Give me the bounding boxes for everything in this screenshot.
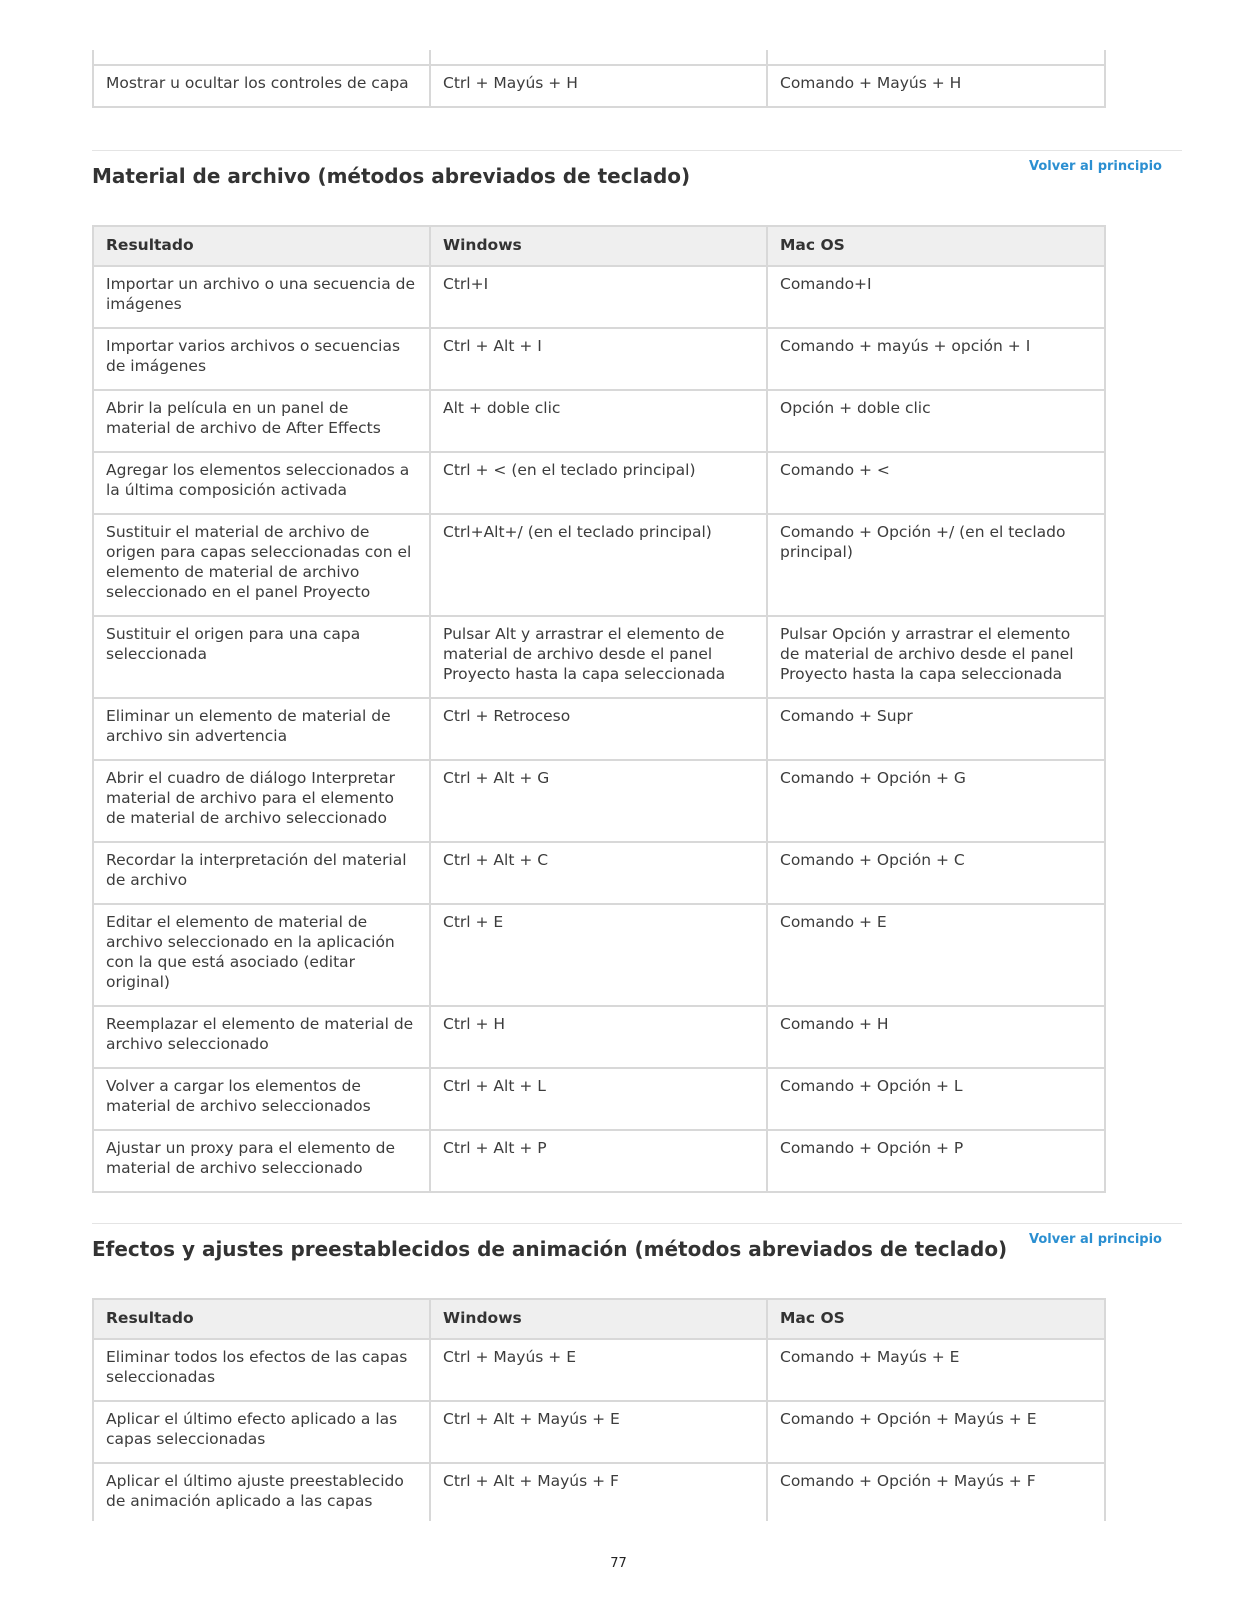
mac-shortcut-cell: Comando + Supr [767,698,1105,760]
windows-shortcut-cell: Ctrl + H [430,1006,767,1068]
section-title-footage: Material de archivo (métodos abreviados de teclado) [92,164,691,188]
result-cell: Volver a cargar los elementos de material de archivo seleccionados [93,1068,430,1130]
windows-shortcut-cell: Ctrl + Retroceso [430,698,767,760]
windows-shortcut-cell: Ctrl + Alt + P [430,1130,767,1192]
mac-shortcut-cell: Comando + < [767,452,1105,514]
result-cell: Importar varios archivos o secuencias de imágenes [93,328,430,390]
result-cell: Aplicar el último ajuste preestablecido de animación aplicado a las capas [93,1463,430,1521]
windows-shortcut-cell: Ctrl + Alt + L [430,1068,767,1130]
table-row [93,266,1105,328]
table-header-row [93,226,1105,266]
table-row [93,616,1105,698]
result-cell: Recordar la interpretación del material de archivo [93,842,430,904]
windows-shortcut-cell: Ctrl + Alt + Mayús + F [430,1463,767,1521]
table-row [93,760,1105,842]
mac-shortcut-cell: Comando + Opción + Mayús + F [767,1463,1105,1521]
mac-shortcut-cell: Comando + H [767,1006,1105,1068]
windows-shortcut-cell: Ctrl + E [430,904,767,1006]
shortcut-table-continued [92,50,1106,108]
column-header-mac: Mac OS [767,226,1105,266]
windows-shortcut-cell: Alt + doble clic [430,390,767,452]
section-divider [92,1223,1182,1224]
mac-shortcut-cell: Comando + Opción + C [767,842,1105,904]
column-header-windows: Windows [430,226,767,266]
mac-shortcut-cell: Comando + Opción + G [767,760,1105,842]
footage-shortcut-table [92,225,1106,1193]
mac-shortcut-cell: Comando + Opción +/ (en el teclado principal) [767,514,1105,616]
result-cell: Eliminar todos los efectos de las capas seleccionadas [93,1339,430,1401]
column-header-windows: Windows [430,1299,767,1339]
back-to-top-link[interactable]: Volver al principio [1028,1232,1162,1247]
table-row [93,1463,1105,1521]
table-row [93,1339,1105,1401]
table-row [93,1130,1105,1192]
table-row [93,65,1105,107]
windows-shortcut-cell: Ctrl + Alt + I [430,328,767,390]
mac-shortcut-cell: Comando + mayús + opción + I [767,328,1105,390]
windows-shortcut-cell: Ctrl + Mayús + H [430,65,767,107]
result-cell: Editar el elemento de material de archivo seleccionado en la aplicación con la que está asociado (editar original) [93,904,430,1006]
effects-table-body [93,1339,1105,1521]
column-header-result: Resultado [93,226,430,266]
mac-shortcut-cell: Opción + doble clic [767,390,1105,452]
mac-shortcut-cell: Comando + Mayús + E [767,1339,1105,1401]
footage-table-body [93,266,1105,1192]
mac-shortcut-cell: Comando + Mayús + H [767,65,1105,107]
table-row [93,514,1105,616]
page-number: 77 [610,1556,627,1571]
table-row [93,328,1105,390]
mac-shortcut-cell: Comando + Opción + P [767,1130,1105,1192]
mac-shortcut-cell: Comando + Opción + L [767,1068,1105,1130]
result-cell: Abrir la película en un panel de material de archivo de After Effects [93,390,430,452]
back-to-top-link[interactable]: Volver al principio [1028,159,1162,174]
windows-shortcut-cell: Ctrl + < (en el teclado principal) [430,452,767,514]
table-row [93,842,1105,904]
table-row [93,904,1105,1006]
table-header-row [93,1299,1105,1339]
result-cell: Sustituir el material de archivo de origen para capas seleccionadas con el elemento de material de archivo seleccionado en el panel Proyecto [93,514,430,616]
result-cell: Aplicar el último efecto aplicado a las capas seleccionadas [93,1401,430,1463]
table-row [93,1401,1105,1463]
result-cell: Reemplazar el elemento de material de archivo seleccionado [93,1006,430,1068]
table-row-spacer [93,50,1105,65]
windows-shortcut-cell: Ctrl + Mayús + E [430,1339,767,1401]
windows-shortcut-cell: Pulsar Alt y arrastrar el elemento de material de archivo desde el panel Proyecto hasta la capa seleccionada [430,616,767,698]
column-header-result: Resultado [93,1299,430,1339]
result-cell: Agregar los elementos seleccionados a la última composición activada [93,452,430,514]
mac-shortcut-cell: Pulsar Opción y arrastrar el elemento de material de archivo desde el panel Proyecto hasta la capa seleccionada [767,616,1105,698]
windows-shortcut-cell: Ctrl+Alt+/ (en el teclado principal) [430,514,767,616]
result-cell: Importar un archivo o una secuencia de imágenes [93,266,430,328]
table-row [93,390,1105,452]
mac-shortcut-cell: Comando + Opción + Mayús + E [767,1401,1105,1463]
result-cell: Abrir el cuadro de diálogo Interpretar material de archivo para el elemento de material de archivo seleccionado [93,760,430,842]
result-cell: Eliminar un elemento de material de archivo sin advertencia [93,698,430,760]
windows-shortcut-cell: Ctrl + Alt + Mayús + E [430,1401,767,1463]
section-divider [92,150,1182,151]
section-title-effects: Efectos y ajustes preestablecidos de animación (métodos abreviados de teclado) [92,1237,1008,1261]
table-row [93,698,1105,760]
table-row [93,452,1105,514]
table-row [93,1006,1105,1068]
mac-shortcut-cell: Comando + E [767,904,1105,1006]
column-header-mac: Mac OS [767,1299,1105,1339]
effects-shortcut-table [92,1298,1106,1521]
table-row [93,1068,1105,1130]
windows-shortcut-cell: Ctrl + Alt + C [430,842,767,904]
windows-shortcut-cell: Ctrl + Alt + G [430,760,767,842]
result-cell: Sustituir el origen para una capa seleccionada [93,616,430,698]
result-cell: Mostrar u ocultar los controles de capa [93,65,430,107]
windows-shortcut-cell: Ctrl+I [430,266,767,328]
result-cell: Ajustar un proxy para el elemento de material de archivo seleccionado [93,1130,430,1192]
mac-shortcut-cell: Comando+I [767,266,1105,328]
